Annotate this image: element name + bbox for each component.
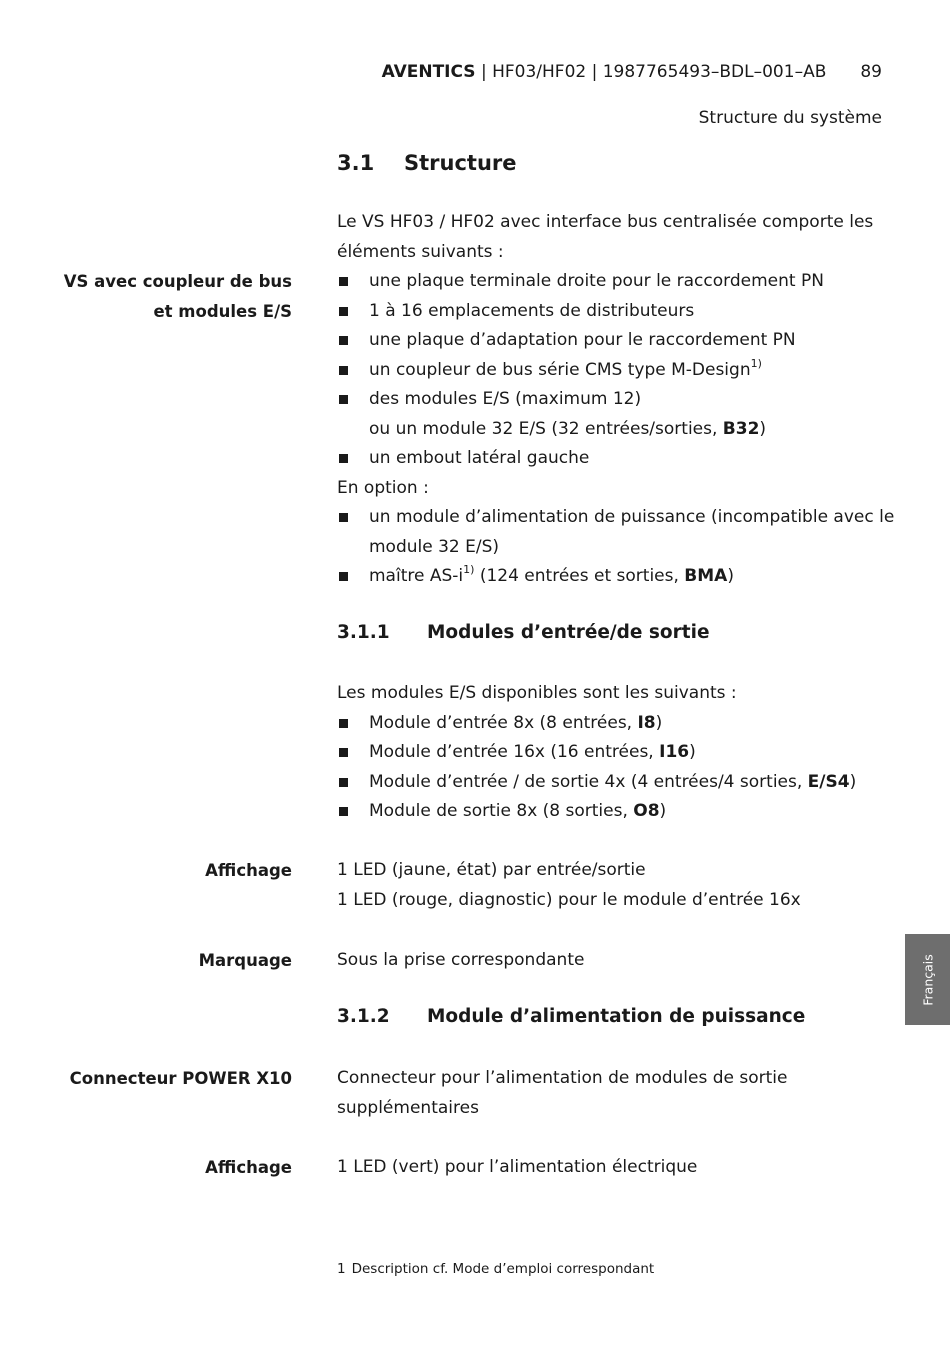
list-item: 1 à 16 emplacements de distributeurs <box>337 297 897 327</box>
heading-title: Module d’alimentation de puissance <box>427 1006 806 1027</box>
list-item: une plaque d’adaptation pour le raccordement PN <box>337 326 897 356</box>
io-modules-block <box>337 679 897 827</box>
document-reference: | HF03/HF02 | 1987765493–BDL–001–AB <box>475 62 827 82</box>
side-label-display-power: Affichage <box>205 1158 292 1177</box>
list-item: Module d’entrée 8x (8 entrées, I8) <box>337 709 897 739</box>
side-label-display: Affichage <box>205 861 292 880</box>
structure-list-block <box>337 267 897 592</box>
footnote <box>337 1261 654 1277</box>
running-header <box>382 62 882 82</box>
side-label-connector: Connecteur POWER X10 <box>69 1069 292 1088</box>
structure-list <box>337 267 897 474</box>
connector-text: Connecteur pour l’alimentation de modules de sortie supplémentaires <box>337 1068 788 1118</box>
structure-intro: Le VS HF03 / HF02 avec interface bus centralisée comporte les éléments suivants : <box>337 212 874 262</box>
heading-number: 3.1.1 <box>337 622 390 643</box>
heading-title: Structure <box>404 151 517 175</box>
list-item: Module d’entrée 16x (16 entrées, I16) <box>337 738 897 768</box>
heading-3-1 <box>337 151 517 175</box>
footnote-ref: 1) <box>750 356 762 370</box>
side-label-line: et modules E/S <box>153 301 292 321</box>
list-item: Module de sortie 8x (8 sorties, O8) <box>337 797 897 827</box>
page-number: 89 <box>860 62 882 82</box>
footnote-number: 1 <box>337 1261 346 1277</box>
brand-name: AVENTICS <box>381 62 476 82</box>
side-label-line: VS avec coupleur de bus <box>63 272 292 291</box>
list-item-power-module: un module d’alimentation de puissance (incompatible avec le module 32 E/S) <box>337 503 897 562</box>
list-item: Module d’entrée / de sortie 4x (4 entrées/4 sorties, E/S4) <box>337 768 897 798</box>
heading-number: 3.1.2 <box>337 1006 390 1027</box>
option-label: En option : <box>337 477 429 498</box>
language-tab <box>905 934 950 1025</box>
language-tab-label: Français <box>920 953 935 1006</box>
heading-title: Modules d’entrée/de sortie <box>427 622 710 643</box>
footnote-text: Description cf. Mode d’emploi correspondant <box>351 1261 655 1277</box>
io-intro: Les modules E/S disponibles sont les suivants : <box>337 683 737 703</box>
section-title: Structure du système <box>698 108 882 128</box>
list-item-bus-coupler: un coupleur de bus série CMS type M-Design$^{1)}$ <box>337 356 897 386</box>
list-item-io-modules: des modules E/S (maximum 12) ou un module 32 E/S (32 entrées/sorties, B32) <box>337 385 897 444</box>
display-text: 1 LED (jaune, état) par entrée/sortie 1 LED (rouge, diagnostic) pour le module d’entrée 16x <box>337 860 801 910</box>
power-display-text: 1 LED (vert) pour l’alimentation électrique <box>337 1157 698 1177</box>
io-module-list <box>337 709 897 827</box>
side-label-vs <box>40 267 292 326</box>
option-list <box>337 503 897 592</box>
heading-number: 3.1 <box>337 151 375 175</box>
list-item: un embout latéral gauche <box>337 444 897 474</box>
heading-3-1-2 <box>337 1006 805 1027</box>
list-item: une plaque terminale droite pour le raccordement PN <box>337 267 897 297</box>
heading-3-1-1 <box>337 622 710 643</box>
side-label-marking: Marquage <box>198 951 292 970</box>
list-item-asi-master: maître $AS-i^{1)}$ (124 entrées et sorties, BMA) <box>337 562 897 592</box>
footnote-ref: 1) <box>463 563 475 577</box>
marking-text: Sous la prise correspondante <box>337 950 585 970</box>
